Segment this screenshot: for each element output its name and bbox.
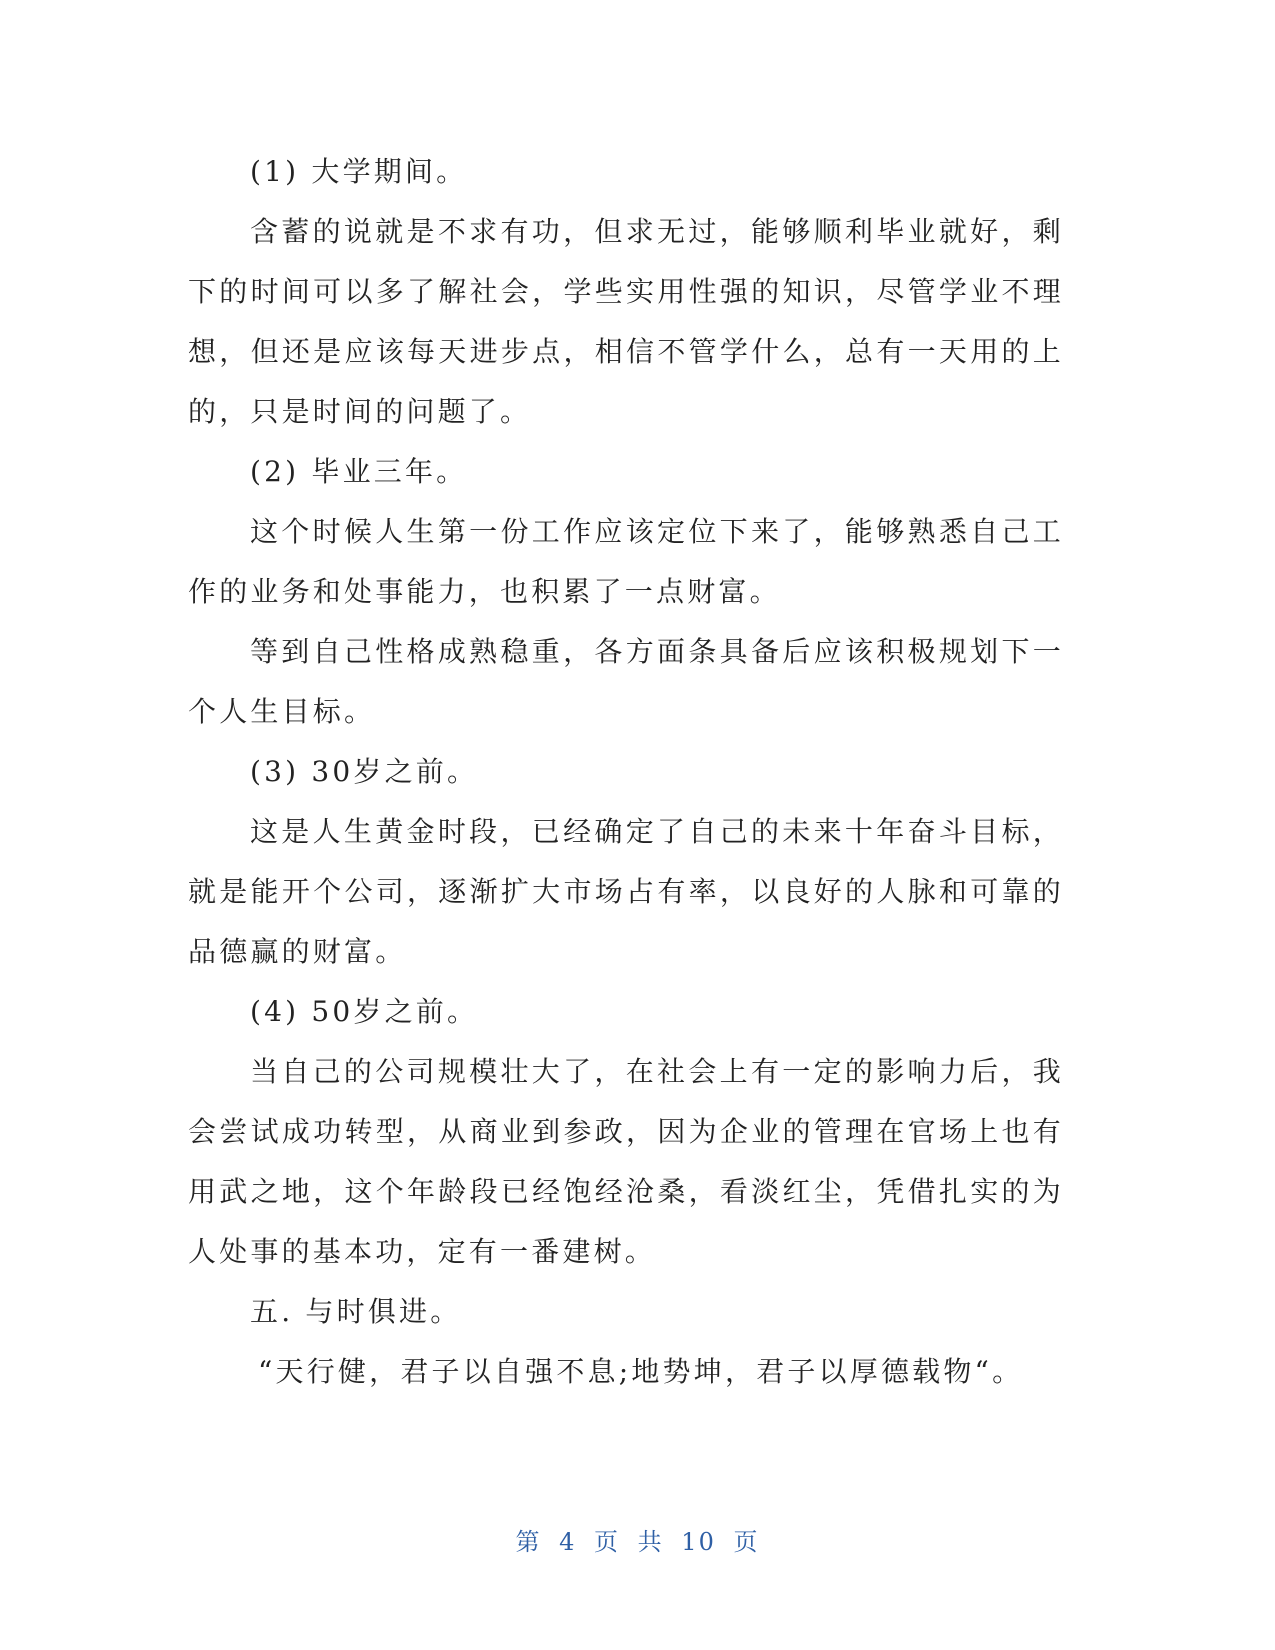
paragraph-transition: 当自己的公司规模壮大了，在社会上有一定的影响力后，我会尝试成功转型，从商业到参政，因为企业的管理在官场上也有用武之地，这个年龄段已经饱经沧桑，看淡红尘，凭借扎实的为人处事的基本功，定有一番建树。 [188,1055,1064,1268]
paragraph-next-goal: 等到自己性格成熟稳重，各方面条具备后应该积极规划下一个人生目标。 [188,635,1064,728]
section-heading-before-50: (4) 50岁之前。 [250,995,479,1028]
page-number-footer: 第 4 页 共 10 页 [515,1528,760,1556]
section-heading-university: (1) 大学期间。 [250,155,468,188]
section-heading-three-years: (2) 毕业三年。 [250,455,468,488]
paragraph-university: 含蓄的说就是不求有功，但求无过，能够顺利毕业就好，剩下的时间可以多了解社会，学些实用性强的知识，尽管学业不理想，但还是应该每天进步点，相信不管学什么，总有一天用的上的，只是时间的问题了。 [188,215,1064,428]
paragraph-golden-period: 这是人生黄金时段，已经确定了自己的未来十年奋斗目标，就是能开个公司，逐渐扩大市场占有率，以良好的人脉和可靠的品德赢的财富。 [188,815,1064,968]
section-heading-before-30: (3) 30岁之前。 [250,755,479,788]
document-body [188,142,1064,1402]
section-heading-keep-pace: 五. 与时俱进。 [250,1295,462,1328]
quote-paragraph: “天行健，君子以自强不息;地势坤，君子以厚德载物“。 [258,1355,1024,1388]
paragraph-first-job: 这个时候人生第一份工作应该定位下来了，能够熟悉自己工作的业务和处事能力，也积累了一点财富。 [188,515,1064,608]
